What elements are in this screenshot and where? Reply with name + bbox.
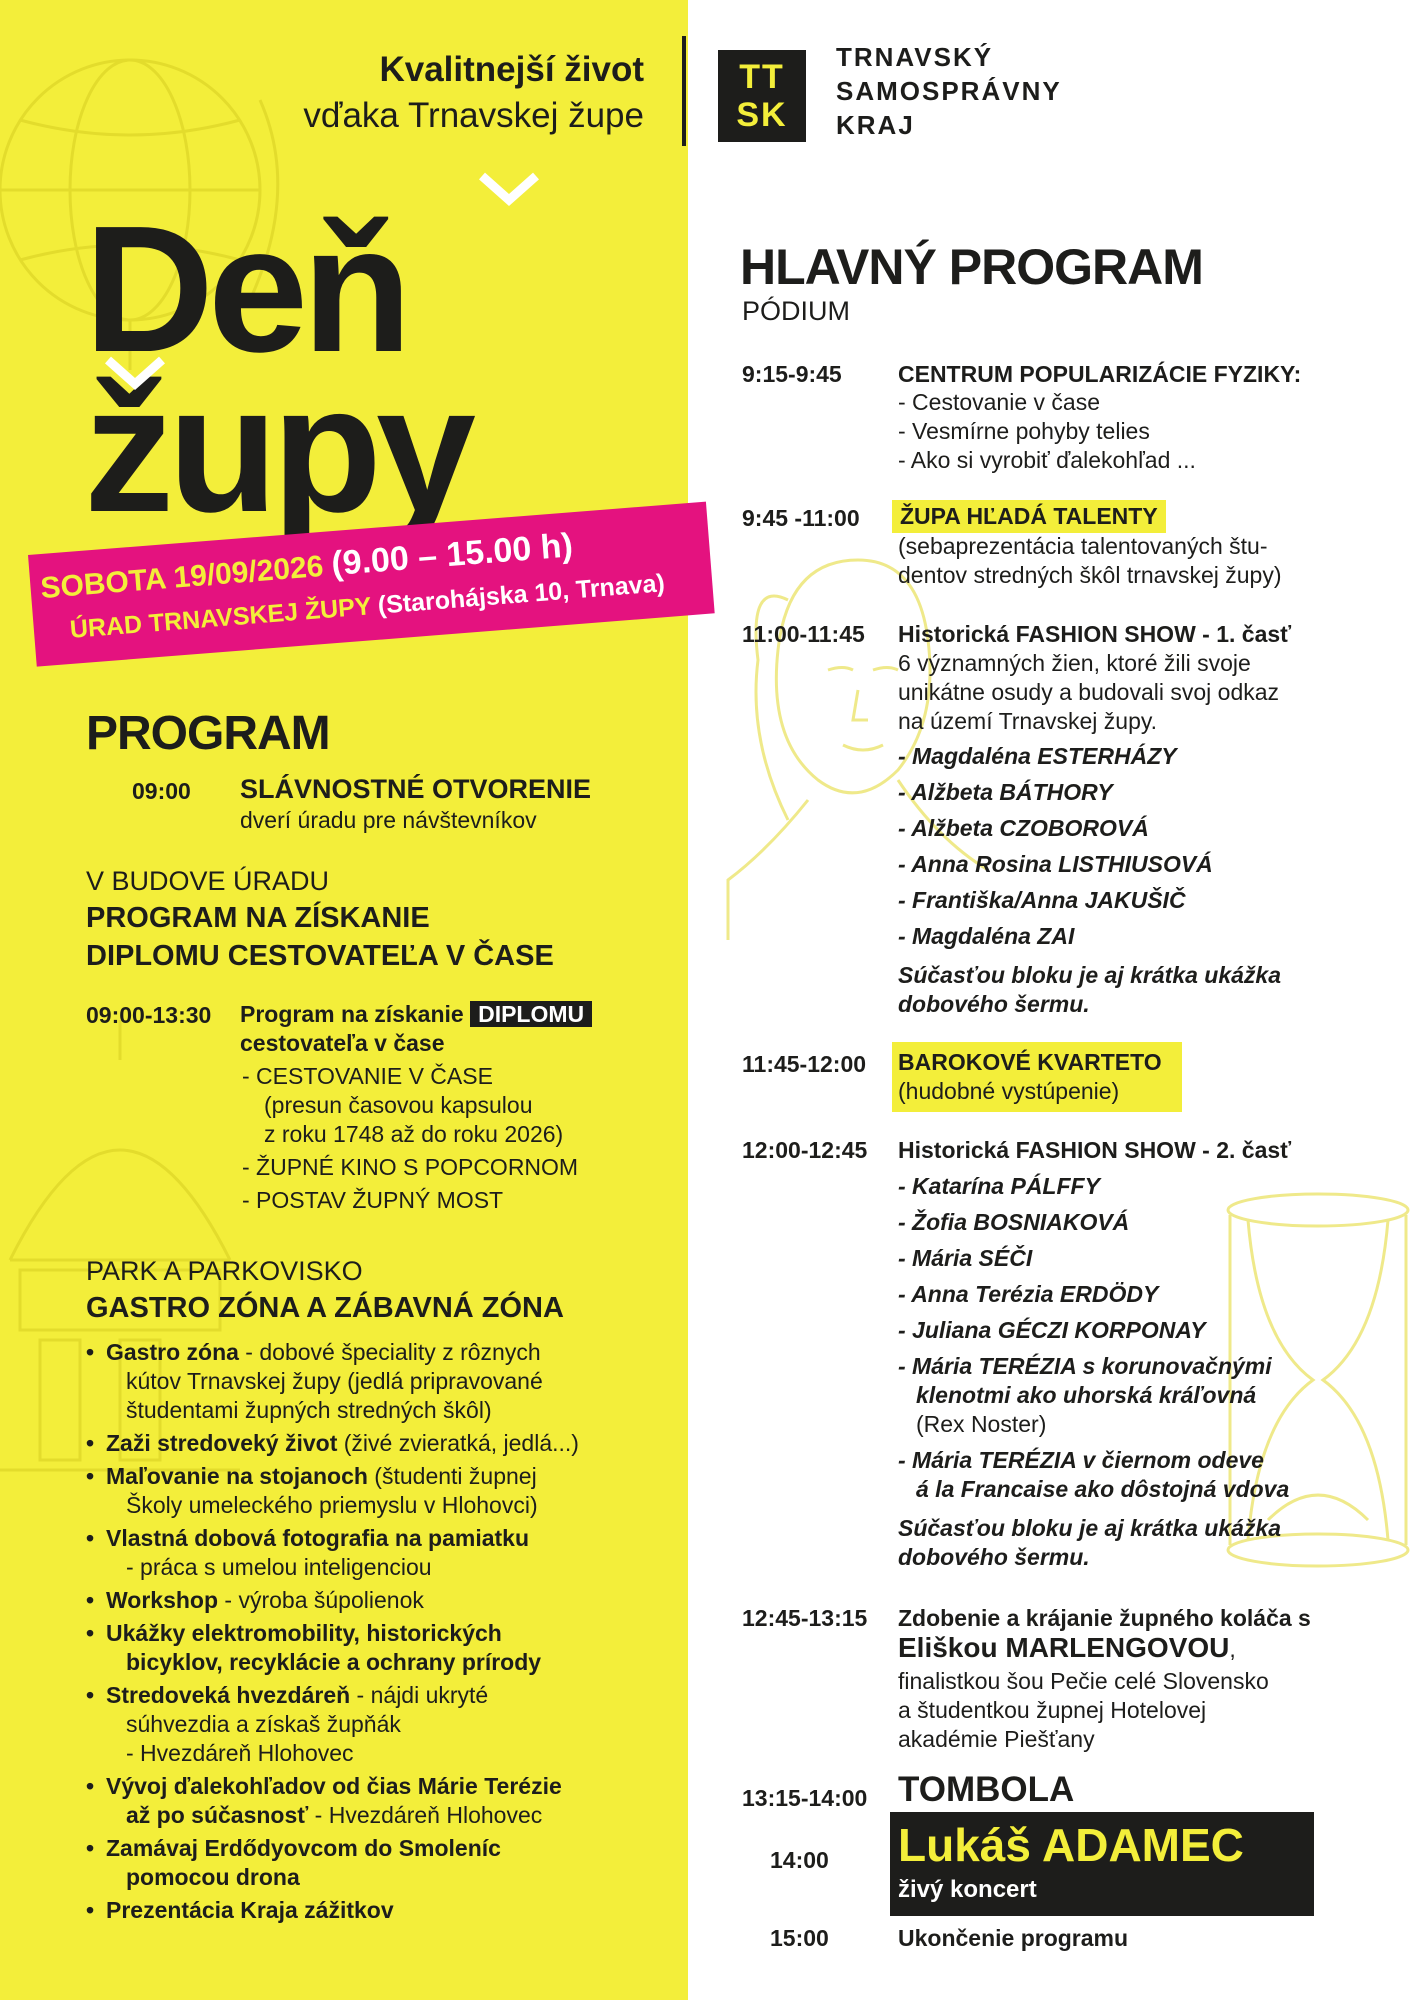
park-item-text: súhvezdia a získaš župňák <box>126 1711 401 1737</box>
diploma-pill: DIPLOMU <box>470 1001 592 1027</box>
e3-line-1: 6 významných žien, ktoré žili svoje <box>898 650 1251 676</box>
e3-time: 11:00-11:45 <box>742 621 865 647</box>
bullet-icon: • <box>86 1620 95 1646</box>
opening-desc: dverí úradu pre návštevníkov <box>240 807 537 833</box>
park-item <box>126 1648 541 1677</box>
park-item <box>126 1710 401 1739</box>
building-sub-4: - ŽUPNÉ KINO S POPCORNOM <box>242 1154 579 1180</box>
bullet-icon: • <box>86 1682 95 1708</box>
e5-name-5: - Juliana GÉCZI KORPONAY <box>898 1317 1206 1343</box>
concert-desc: živý koncert <box>898 1876 1037 1903</box>
e5-maria1-c: (Rex Noster) <box>916 1411 1047 1437</box>
park-item-text: (živé zvieratká, jedlá...) <box>337 1430 579 1456</box>
park-item-text: (študenti župnej <box>367 1463 537 1489</box>
e5-name-1: - Katarína PÁLFFY <box>898 1173 1100 1199</box>
building-time: 09:00-13:30 <box>86 1002 212 1028</box>
e6-line-2: a študentkou župnej Hotelovej <box>898 1697 1207 1723</box>
e4-desc: (hudobné vystúpenie) <box>898 1078 1120 1104</box>
slogan-regular: vďaka Trnavskej župe <box>303 96 644 135</box>
opening-time: 09:00 <box>132 778 191 804</box>
e4-time: 11:45-12:00 <box>742 1051 867 1077</box>
e7-time: 13:15-14:00 <box>742 1785 868 1811</box>
park-item-bold: až po súčasnosť <box>126 1802 309 1828</box>
park-item <box>86 1772 562 1801</box>
logo-bottom-text: SK <box>736 96 788 134</box>
e6-line-1: finalistkou šou Pečie celé Slovensko <box>898 1668 1269 1694</box>
e2-line-1: (sebaprezentácia talentovaných štu- <box>898 533 1268 559</box>
logo-name <box>836 40 1062 142</box>
building-sub-2: (presun časovou kapsulou <box>264 1092 533 1118</box>
e5-name-4: - Anna Terézia ERDÖDY <box>898 1281 1159 1307</box>
building-title1: PROGRAM NA ZÍSKANIE <box>86 902 430 934</box>
park-item <box>126 1801 542 1830</box>
e3-note-1: Súčasťou bloku je aj krátka ukážka <box>898 962 1282 988</box>
title-line2: župy <box>84 349 471 550</box>
e5-time: 12:00-12:45 <box>742 1137 868 1163</box>
bullet-icon: • <box>86 1835 95 1861</box>
concert-name: Lukáš ADAMEC <box>898 1819 1244 1871</box>
park-item-bold: Stredoveká hvezdáreň <box>106 1682 351 1708</box>
e3-line-2: unikátne osudy a budovali svoj odkaz <box>898 679 1280 705</box>
park-item-text: - výroba šúpolienok <box>218 1587 424 1613</box>
park-item-bold: pomocou drona <box>126 1864 300 1890</box>
e3-name-2: - Alžbeta BÁTHORY <box>898 779 1113 805</box>
e5-title: Historická FASHION SHOW - 2. časť <box>898 1137 1292 1163</box>
main-sub: PÓDIUM <box>742 296 850 326</box>
e9-title: Ukončenie programu <box>898 1925 1129 1951</box>
e3-name-5: - Františka/Anna JAKUŠIČ <box>898 887 1186 913</box>
park-item-bold: Prezentácia Kraja zážitkov <box>106 1897 394 1923</box>
e6-time: 12:45-13:15 <box>742 1605 868 1631</box>
park-item-bold: Vlastná dobová fotografia na pamiatku <box>106 1525 530 1551</box>
park-item-bold: Maľovanie na stojanoch <box>106 1463 368 1489</box>
park-item <box>86 1619 502 1648</box>
e3-line-3: na území Trnavskej župy. <box>898 708 1158 734</box>
e6-guest <box>898 1632 1236 1664</box>
e3-name-4: - Anna Rosina LISTHIUSOVÁ <box>898 851 1213 877</box>
bullet-icon: • <box>86 1587 95 1613</box>
park-title: GASTRO ZÓNA A ZÁBAVNÁ ZÓNA <box>86 1292 564 1324</box>
program-heading: PROGRAM <box>86 707 330 760</box>
building-item-title2: cestovateľa v čase <box>240 1030 445 1056</box>
park-item <box>126 1739 354 1768</box>
park-item-bold: Gastro zóna <box>106 1339 239 1365</box>
park-item-bold: bicyklov, recyklácie a ochrany prírody <box>126 1649 542 1675</box>
park-item <box>86 1896 394 1925</box>
e5-note-1: Súčasťou bloku je aj krátka ukážka <box>898 1515 1282 1541</box>
e5-maria1-a: - Mária TERÉZIA s korunovačnými <box>898 1353 1272 1379</box>
e6-name-last: MARLENGOVOU <box>1005 1632 1230 1663</box>
e1-line-3: - Ako si vyrobiť ďalekohľad ... <box>898 447 1196 473</box>
park-item-text: - Hvezdáreň Hlohovec <box>126 1740 354 1766</box>
park-item-bold: Ukážky elektromobility, historických <box>106 1620 502 1646</box>
header-divider <box>682 36 686 146</box>
park-item <box>126 1863 300 1892</box>
building-sub-1: - CESTOVANIE V ČASE <box>242 1063 493 1089</box>
bullet-icon: • <box>86 1463 95 1489</box>
building-item-title <box>240 1000 592 1029</box>
park-item-bold: Zamávaj Erdődyovcom do Smoleníc <box>106 1835 501 1861</box>
park-item <box>126 1553 432 1582</box>
e7-title: TOMBOLA <box>898 1770 1075 1809</box>
e1-time: 9:15-9:45 <box>742 361 842 387</box>
e5-note-2: dobového šermu. <box>898 1544 1090 1570</box>
title-line1: Deň <box>84 189 407 390</box>
building-title2: DIPLOMU CESTOVATEĽA V ČASE <box>86 940 554 972</box>
e5-maria1-b: klenotmi ako uhorská kráľovná <box>916 1382 1257 1408</box>
logo-top-text: TT <box>739 58 785 96</box>
ttsk-logo <box>718 50 806 142</box>
e3-note-2: dobového šermu. <box>898 991 1090 1017</box>
e1-line-2: - Vesmírne pohyby telies <box>898 418 1150 444</box>
logo-name-line2: SAMOSPRÁVNY <box>836 76 1062 106</box>
e3-name-3: - Alžbeta CZOBOROVÁ <box>898 815 1149 841</box>
main-heading: HLAVNÝ PROGRAM <box>740 239 1203 295</box>
park-item-text: - práca s umelou inteligenciou <box>126 1554 432 1580</box>
building-sub-3: z roku 1748 až do roku 2026) <box>264 1121 564 1147</box>
park-item <box>86 1462 537 1491</box>
e9-time: 15:00 <box>770 1925 829 1951</box>
park-item-text: Školy umeleckého priemyslu v Hlohovci) <box>126 1492 538 1518</box>
park-item <box>126 1367 543 1396</box>
bullet-icon: • <box>86 1430 95 1456</box>
park-item-text: študentami župných stredných škôl) <box>126 1397 492 1423</box>
building-sub-5: - POSTAV ŽUPNÝ MOST <box>242 1187 504 1213</box>
park-item-bold: Zaži stredoveký život <box>106 1430 338 1456</box>
park-item <box>86 1834 501 1863</box>
slogan-bold: Kvalitnejší život <box>379 50 644 89</box>
building-location: V BUDOVE ÚRADU <box>86 866 330 896</box>
e1-line-1: - Cestovanie v čase <box>898 389 1100 415</box>
e5-name-2: - Žofia BOSNIAKOVÁ <box>898 1209 1130 1235</box>
banner-place: ÚRAD TRNAVSKEJ ŽUPY <box>68 592 373 644</box>
bullet-icon: • <box>86 1773 95 1799</box>
e8-time: 14:00 <box>770 1847 829 1873</box>
e4-title: BAROKOVÉ KVARTETO <box>898 1049 1162 1075</box>
park-item-text: kútov Trnavskej župy (jedlá pripravované <box>126 1368 543 1394</box>
park-item <box>86 1681 489 1710</box>
e2-time: 9:45 -11:00 <box>742 505 860 531</box>
park-item-text: - dobové špeciality z rôznych <box>238 1339 541 1365</box>
opening-title: SLÁVNOSTNÉ OTVORENIE <box>240 774 592 804</box>
park-item <box>126 1396 492 1425</box>
e5-maria2-a: - Mária TERÉZIA v čiernom odeve <box>898 1447 1264 1473</box>
e6-line-3: akadémie Piešťany <box>898 1726 1095 1752</box>
e5-name-3: - Mária SÉČI <box>898 1245 1033 1271</box>
e6-title: Zdobenie a krájanie župného koláča s <box>898 1605 1311 1631</box>
park-item-bold: Vývoj ďalekohľadov od čias Márie Terézie <box>106 1773 562 1799</box>
e1-title: CENTRUM POPULARIZÁCIE FYZIKY: <box>898 361 1302 387</box>
park-item <box>86 1338 541 1367</box>
bullet-icon: • <box>86 1897 95 1923</box>
park-item <box>86 1524 530 1553</box>
park-item <box>126 1491 538 1520</box>
park-item-bold: Workshop <box>106 1587 219 1613</box>
e3-name-6: - Magdaléna ZAI <box>898 923 1075 949</box>
e6-comma: , <box>1229 1636 1236 1662</box>
park-item <box>86 1586 424 1615</box>
banner-date: SOBOTA 19/09/2026 <box>39 549 325 606</box>
park-item <box>86 1429 579 1458</box>
e6-name-first: Eliškou <box>898 1632 1006 1663</box>
concert-box <box>890 1812 1314 1916</box>
bullet-icon: • <box>86 1339 95 1365</box>
e3-name-1: - Magdaléna ESTERHÁZY <box>898 743 1177 769</box>
e2-title: ŽUPA HĽADÁ TALENTY <box>892 500 1166 533</box>
park-item-text: - nájdi ukryté <box>350 1682 489 1708</box>
e5-maria2-b: á la Francaise ako dôstojná vdova <box>916 1476 1290 1502</box>
e2-line-2: dentov stredných škôl trnavskej župy) <box>898 562 1282 588</box>
park-item-text: - Hvezdáreň Hlohovec <box>308 1802 543 1828</box>
building-item-title-text: Program na získanie <box>240 1001 464 1027</box>
e3-title: Historická FASHION SHOW - 1. časť <box>898 621 1292 647</box>
logo-name-line1: TRNAVSKÝ <box>836 42 994 72</box>
logo-name-line3: KRAJ <box>836 110 915 140</box>
banner-hours: (9.00 – 15.00 h) <box>329 526 575 584</box>
park-location: PARK A PARKOVISKO <box>86 1256 363 1286</box>
bullet-icon: • <box>86 1525 95 1551</box>
banner-address: (Starohájska 10, Trnava) <box>376 569 666 620</box>
